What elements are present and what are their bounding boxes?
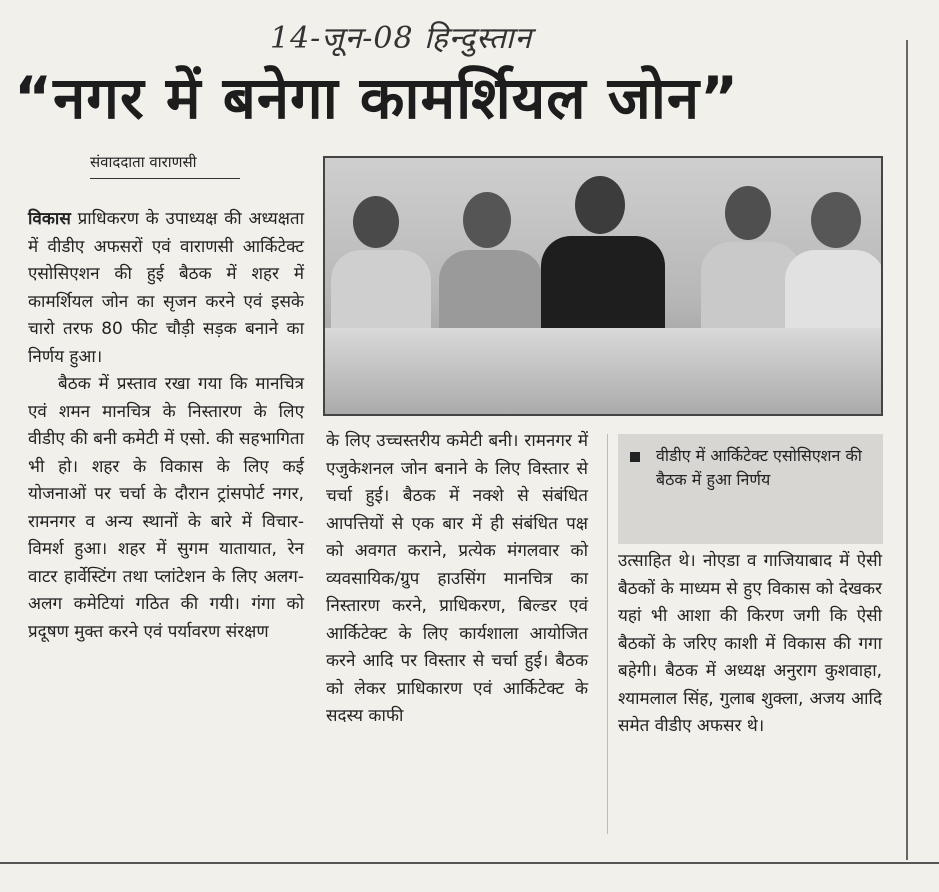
bullet-square-icon bbox=[630, 452, 640, 462]
column-3-text: उत्साहित थे। नोएडा व गाजियाबाद में ऐसी बैठकों के माध्यम से हुए विकास को देखकर यहां भी आशा की किरण जगी कि ऐसी बैठकों के जरिए काशी में विकास की गगा बहेगी। बैठक में अध्यक्ष अनुराग कुशवाहा, श्यामलाल सिंह, गुलाब शुक्ला, अजय आदि समेत वीडीए अफसर थे। bbox=[618, 551, 882, 736]
second-paragraph: बैठक में प्रस्ताव रखा गया कि मानचित्र एवं शमन मानचित्र के निस्तारण के लिए वीडीए की बनी कमेटी में एसो. की सहभागिता भी हो। शहर के विकास के लिए कई योजनाओं पर चर्चा के दौरान ट्रांसपोर्ट नगर, रामनगर व अन्य स्थानों के बारे में विचार-विमर्श हुआ। शहर में सुगम यातायात, रेन वाटर हार्वेस्टिंग तथा प्लांटेशन के लिए अलग-अलग कमेटियां गठित की गयी। गंगा को प्रदूषण मुक्त करने एवं पर्यावरण संरक्षण bbox=[28, 374, 304, 642]
handwritten-date-note: 14-जून-08 हिन्दुस्तान bbox=[270, 21, 533, 56]
article-column-1 bbox=[28, 206, 304, 646]
page-edge-rule bbox=[906, 40, 908, 860]
photo-caption-box bbox=[618, 434, 883, 544]
column-2-text: के लिए उच्चस्तरीय कमेटी बनी। रामनगर में एजुकेशनल जोन बनाने के लिए विस्तार से चर्चा हुई। बैठक में नक्शे से संबंधित आपत्तियों से एक बार में ही संबंधित पक्ष को अवगत कराने, प्रत्येक मंगलवार को व्यवसायिक/ग्रुप हाउसिंग मानचित्र का निस्तारण करने, प्राधिकरण, बिल्डर एवं आर्किटेक्ट के लिए कार्यशाला आयोजित करने आदि पर विस्तार से चर्चा हुई। बैठक को लेकर प्राधिकारण एवं आर्किटेक्ट के सदस्य काफी bbox=[326, 431, 588, 726]
bottom-rule bbox=[0, 862, 939, 864]
meeting-table bbox=[325, 328, 881, 416]
column-divider bbox=[607, 434, 608, 834]
article-column-3 bbox=[618, 548, 882, 741]
photo-caption: वीडीए में आर्किटेक्ट एसोसिएशन की बैठक में हुआ निर्णय bbox=[656, 446, 862, 489]
lead-text: प्राधिकरण के उपाध्यक्ष की अध्यक्षता में वीडीए अफसरों एवं वाराणसी आर्किटेक्ट एसोसिएशन की हुई बैठक में शहर में कामर्शियल जोन का सृजन करने एवं इसके चारो तरफ 80 फीट चौड़ी सड़क बनाने का निर्णय हुआ। bbox=[28, 209, 304, 367]
article-column-2 bbox=[326, 428, 588, 731]
lead-word: विकास bbox=[28, 209, 71, 229]
meeting-photo bbox=[323, 156, 883, 416]
lead-paragraph bbox=[28, 206, 304, 371]
byline: संवाददाता वाराणसी bbox=[90, 152, 240, 179]
headline: “नगर में बनेगा कामर्शियल जोन” bbox=[14, 64, 740, 132]
